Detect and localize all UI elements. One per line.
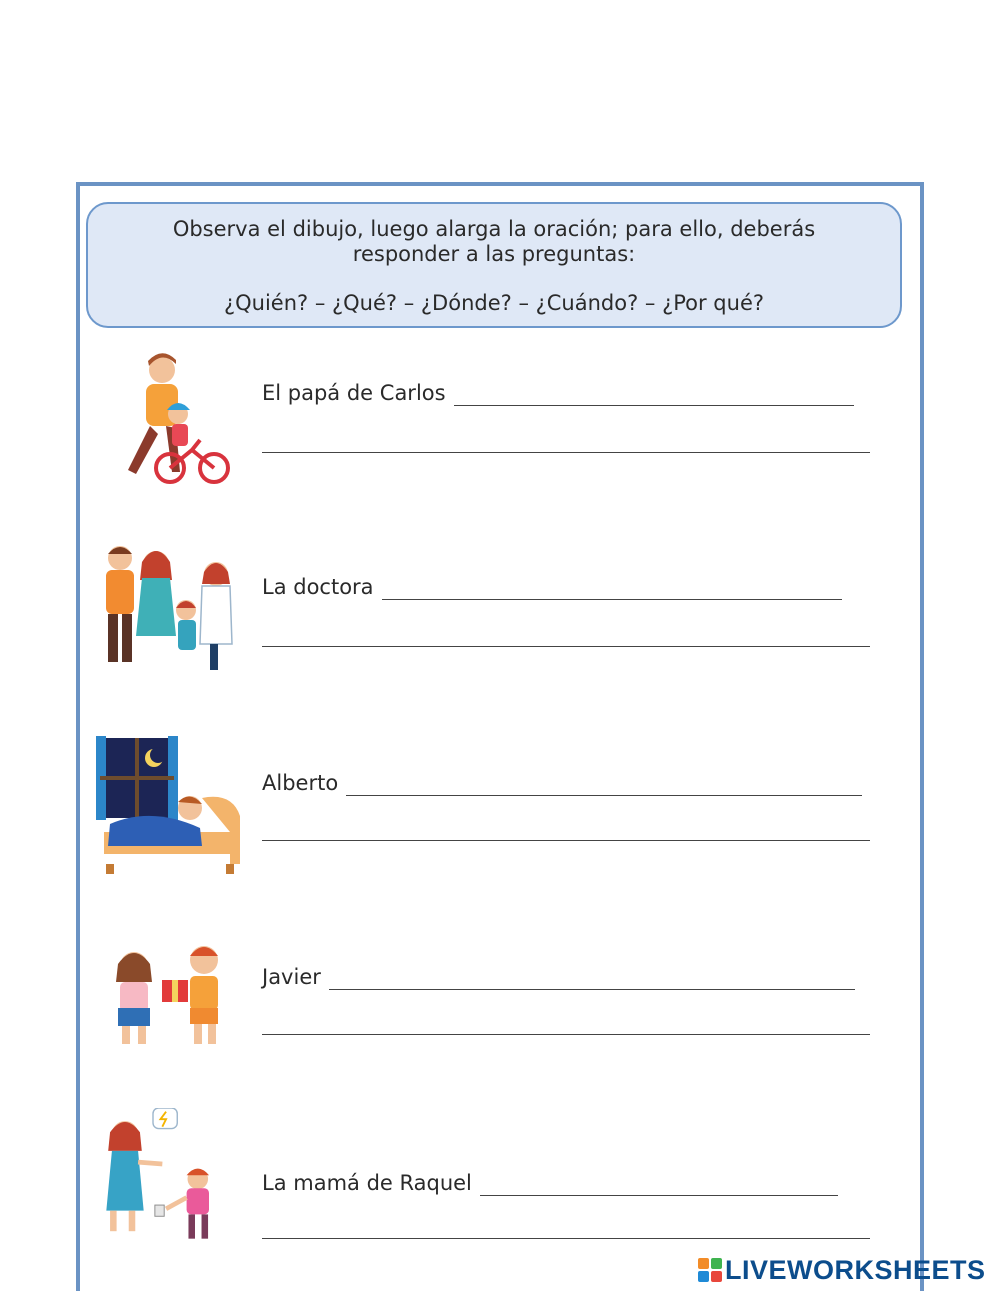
answer-line[interactable] [262,452,870,453]
sleeping-boy-illustration [92,736,242,876]
family-doctor-illustration [92,540,242,680]
instructions-line-2: responder a las preguntas: [352,242,636,266]
answer-blank[interactable] [480,1177,838,1196]
sentence-starter: La doctora [262,575,374,599]
logo-text: LIVEWORKSHEETS [725,1254,986,1285]
answer-line[interactable] [262,1034,870,1035]
answer-line[interactable] [262,646,870,647]
father-bike-illustration [92,352,242,492]
exercise-row [0,938,1000,1088]
guide-questions: ¿Quién? – ¿Qué? – ¿Dónde? – ¿Cuándo? – ¿Por qué? [223,291,765,315]
sentence-starter: La mamá de Raquel [262,1171,472,1195]
answer-blank[interactable] [454,387,854,406]
answer-line[interactable] [262,1238,870,1239]
exercise-row [0,352,1000,502]
exercise-row [0,540,1000,690]
mother-scolding-illustration [92,1108,242,1248]
sentence-starter: Javier [262,965,321,989]
logo-badge-icon [698,1258,722,1282]
answer-blank[interactable] [382,581,842,600]
gift-exchange-illustration [92,938,242,1078]
sentence-starter: Alberto [262,771,339,795]
exercise-row [0,1108,1000,1258]
exercise-row [0,736,1000,886]
answer-line[interactable] [262,840,870,841]
answer-blank[interactable] [329,971,855,990]
sentence-starter: El papá de Carlos [262,381,446,405]
liveworksheets-logo [698,1255,986,1285]
answer-blank[interactable] [346,777,862,796]
instructions-box [86,202,902,328]
instructions-line-1: Observa el dibujo, luego alarga la oración; para ello, deberás [172,217,816,241]
